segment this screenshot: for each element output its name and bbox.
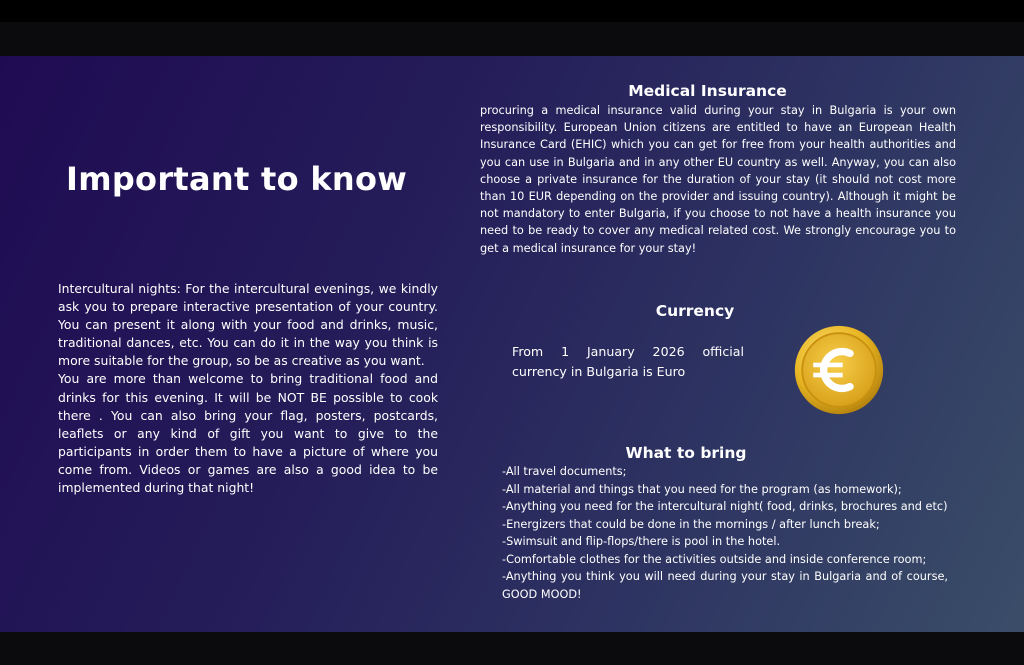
intercultural-nights-text [58,280,438,497]
list-item: -Energizers that could be done in the mornings / after lunch break; [502,517,880,531]
list-item: -Swimsuit and flip-flops/there is pool in the hotel. [502,535,781,548]
what-to-bring-list [502,463,948,603]
medical-insurance-text: procuring a medical insurance valid during your stay in Bulgaria is your own responsibility. European Union citizens are entitled to have an European Health Insurance Card (EHIC) which you can get for free from your health authorities and you can use in Bulgaria and in any other EU country as well. Anyway, you can also choose a private insurance for the duration of your stay (it should not cost more than 10 EUR depending on the provider and issuing country). Although it might be not mandatory to enter Bulgaria, if you choose to not have a health insurance you need to be ready to cover any medical related cost. We strongly encourage you to get a medical insurance for your stay! [480,104,956,255]
currency-text: From 1 January 2026 official currency in Bulgaria is Euro [512,344,744,379]
list-item: -Comfortable clothes for the activities outside and inside conference room; [502,552,927,566]
intercultural-paragraph-2: You are more than welcome to bring traditional food and drinks for this evening. It will be NOT BE possible to cook there . You can also bring your flag, posters, postcards, leaflets or any kind of gift you want to give to the participants in order them to have a picture of where you come from. Videos or games are also a good idea to be implemented during that night! [58,371,438,496]
presentation-slide [0,56,1024,632]
bottom-letterbox-strip [0,632,1024,665]
medical-insurance-heading: Medical Insurance [628,82,787,100]
top-letterbox-strip [0,22,1024,56]
what-to-bring-heading: What to bring [625,444,747,462]
list-item: -All travel documents; [502,465,627,478]
list-item: -All material and things that you need for the program (as homework); [502,482,902,496]
currency-heading: Currency [655,302,735,320]
intercultural-paragraph-1: Intercultural nights: For the intercultural evenings, we kindly ask you to prepare interactive presentation of your country. You can present it along with your food and drinks, music, traditional dances, etc. You can do it in the way you think is more suitable for the group, so be as creative as you want. [58,281,438,369]
top-black-bar [0,0,1024,22]
list-item: -Anything you need for the intercultural night( food, drinks, brochures and etc) [502,500,948,513]
euro-coin-icon [793,324,885,416]
slide-title: Important to know [66,160,408,198]
list-item: -Anything you think you will need during your stay in Bulgaria and of course, GOOD MOOD! [502,570,948,601]
